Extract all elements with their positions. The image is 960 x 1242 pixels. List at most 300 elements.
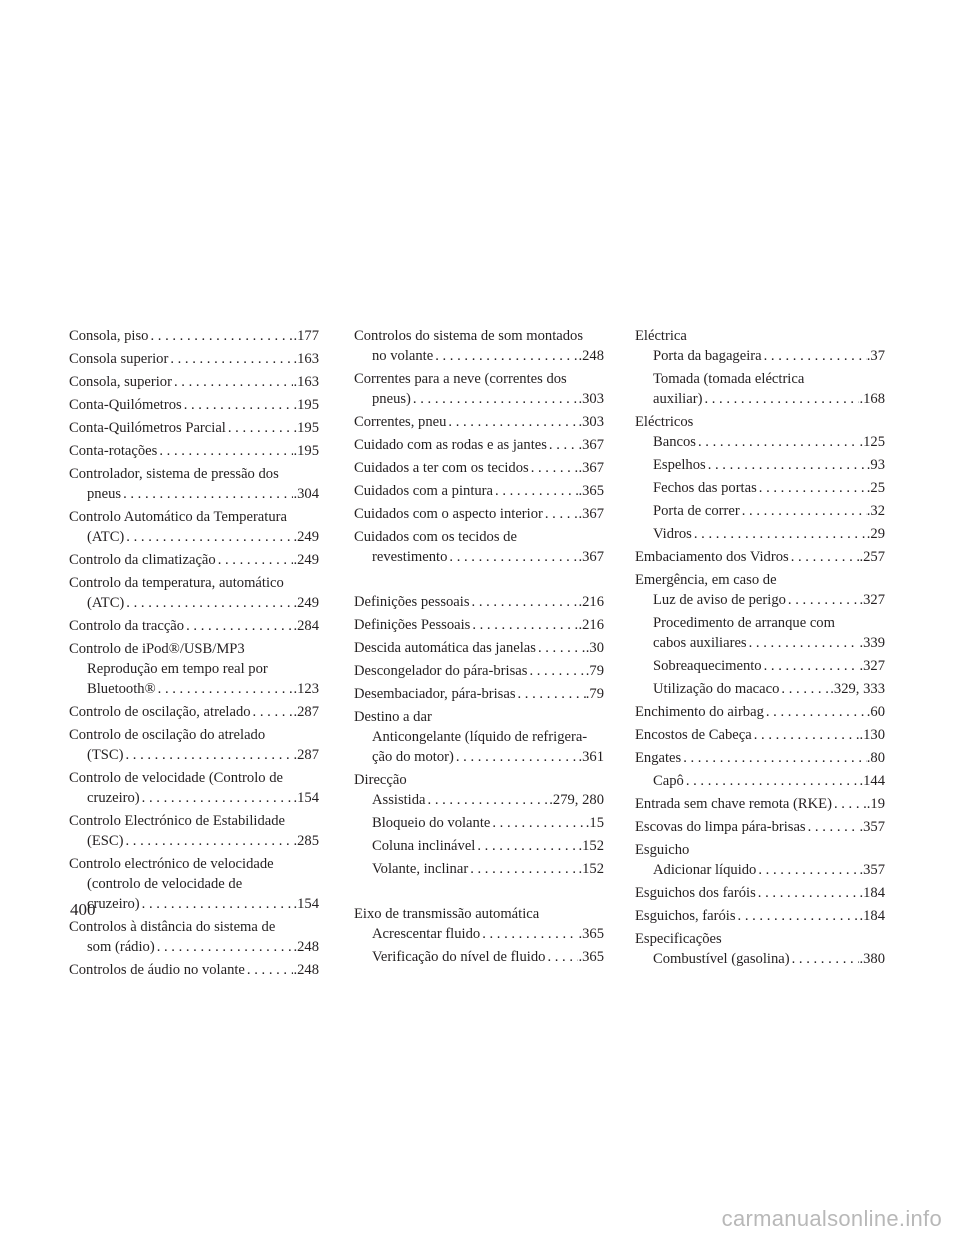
entry-subheading: [69, 659, 319, 679]
leader-dots: [216, 550, 294, 570]
entry-heading: [69, 464, 319, 484]
page-reference: .367: [578, 437, 604, 453]
entry-line: [69, 418, 319, 438]
entry-line: [635, 702, 885, 722]
leader-dots: [168, 349, 293, 369]
page-reference: .248: [578, 348, 604, 364]
page-reference: .367: [578, 506, 604, 522]
leader-dots: [762, 346, 867, 366]
entry-line: [69, 550, 319, 570]
entry-line: [354, 458, 604, 478]
index-entry: [354, 770, 604, 810]
entry-line: [69, 326, 319, 346]
index-entry: [69, 616, 319, 636]
index-entry: [354, 947, 604, 967]
entry-text: Controlo da temperatura, automático: [69, 575, 284, 591]
leader-dots: [157, 441, 293, 461]
entry-text: Direcção: [354, 772, 407, 788]
page-reference: .123: [293, 681, 319, 697]
page-number: 400: [70, 900, 96, 919]
page-reference: .25: [866, 480, 885, 496]
index-entry: [69, 550, 319, 570]
entry-text: Enchimento do airbag: [635, 704, 764, 720]
entry-line: [635, 771, 885, 791]
index-entry: [354, 661, 604, 681]
entry-line: [635, 949, 885, 969]
index-entry: [69, 372, 319, 392]
page-reference: .168: [859, 391, 885, 407]
entry-text: Porta de correr: [653, 503, 740, 519]
entry-line: [69, 527, 319, 547]
page-reference: .29: [866, 526, 885, 542]
page-reference: .248: [293, 962, 319, 978]
entry-heading: [354, 904, 604, 924]
index-entry: [69, 507, 319, 547]
entry-heading: [635, 570, 885, 590]
leader-dots: [447, 547, 578, 567]
entry-text: Controlos do sistema de som montados: [354, 328, 584, 344]
page-reference: .279, 280: [549, 792, 604, 808]
leader-dots: [454, 747, 579, 767]
entry-line: [69, 593, 319, 613]
leader-dots: [140, 788, 294, 808]
entry-text: Coluna inclinável: [372, 838, 476, 854]
index-entry: [354, 592, 604, 612]
entry-line: [69, 616, 319, 636]
index-entry: [635, 883, 885, 903]
leader-dots: [764, 702, 867, 722]
entry-text: Destino a dar: [354, 709, 432, 725]
index-entry: [354, 707, 604, 767]
index-entry: [635, 656, 885, 676]
entry-text: Bancos: [653, 434, 696, 450]
leader-dots: [516, 684, 586, 704]
index-entry: [69, 326, 319, 346]
leader-dots: [121, 484, 293, 504]
page-reference: .195: [293, 443, 319, 459]
leader-dots: [757, 478, 867, 498]
page-reference: .93: [866, 457, 885, 473]
page-reference: .365: [578, 926, 604, 942]
entry-line: [354, 924, 604, 944]
leader-dots: [446, 412, 578, 432]
entry-line: [635, 725, 885, 745]
entry-line: [635, 547, 885, 567]
page-reference: .284: [293, 618, 319, 634]
entry-text: Emergência, em caso de: [635, 572, 777, 588]
index-entry: [635, 794, 885, 814]
leader-dots: [545, 947, 578, 967]
leader-dots: [468, 859, 578, 879]
entry-text: som (rádio): [87, 939, 155, 955]
entry-text: Bluetooth®: [87, 681, 156, 697]
entry-text: Luz de aviso de perigo: [653, 592, 786, 608]
leader-dots: [123, 745, 293, 765]
entry-text: Definições pessoais: [354, 594, 470, 610]
entry-line: [635, 524, 885, 544]
entry-text: Vidros: [653, 526, 692, 542]
leader-dots: [182, 395, 294, 415]
entry-line: [354, 481, 604, 501]
entry-text: (ATC): [87, 595, 125, 611]
index-entry: [635, 547, 885, 567]
entry-line: [354, 836, 604, 856]
leader-dots: [493, 481, 578, 501]
entry-line: [354, 813, 604, 833]
page-reference: .80: [866, 750, 885, 766]
index-entry: [354, 859, 604, 879]
index-entry: [635, 478, 885, 498]
entry-line: [69, 831, 319, 851]
entry-line: [635, 906, 885, 926]
index-column-2: [354, 326, 604, 970]
entry-text: (controlo de velocidade de: [87, 876, 243, 892]
entry-text: Cuidados a ter com os tecidos: [354, 460, 529, 476]
entry-line: [354, 684, 604, 704]
page-reference: .184: [859, 908, 885, 924]
index-entry: [635, 748, 885, 768]
index-entry: [635, 570, 885, 610]
entry-line: [354, 790, 604, 810]
entry-text: Definições Pessoais: [354, 617, 471, 633]
index-entry: [354, 369, 604, 409]
page-reference: .144: [859, 773, 885, 789]
page-reference: .152: [578, 838, 604, 854]
index-entry: [69, 349, 319, 369]
leader-dots: [786, 590, 860, 610]
index-entry: [354, 904, 604, 944]
entry-line: [69, 484, 319, 504]
index-entry: [69, 395, 319, 415]
entry-text: Bloqueio do volante: [372, 815, 491, 831]
page-reference: .177: [293, 328, 319, 344]
entry-text: Cuidados com a pintura: [354, 483, 494, 499]
page-reference: .365: [578, 483, 604, 499]
entry-text: (TSC): [87, 747, 124, 763]
page-reference: .79: [585, 663, 604, 679]
page-reference: .30: [585, 640, 604, 656]
entry-line: [69, 937, 319, 957]
index-entry: [635, 326, 885, 366]
index-entry: [69, 854, 319, 914]
leader-dots: [692, 524, 867, 544]
page-reference: .303: [578, 414, 604, 430]
entry-line: [635, 656, 885, 676]
index-entry: [635, 369, 885, 409]
entry-text: Conta-Quilómetros: [69, 397, 182, 413]
entry-text: pneus: [87, 486, 122, 502]
entry-text: Adicionar líquido: [653, 862, 757, 878]
entry-line: [69, 372, 319, 392]
entry-text: cruzeiro): [87, 896, 140, 912]
page-reference: .216: [578, 594, 604, 610]
index-entry: [69, 464, 319, 504]
entry-line: [635, 478, 885, 498]
entry-heading: [69, 573, 319, 593]
entry-text: Especificações: [635, 931, 722, 947]
leader-dots: [527, 661, 585, 681]
entry-heading: [354, 369, 604, 389]
entry-text: Controlo electrónico de velocidade: [69, 856, 274, 872]
index-entry: [69, 702, 319, 722]
index-entry: [354, 527, 604, 567]
page-reference: .285: [293, 833, 319, 849]
entry-text: Controlo Electrónico de Estabilidade: [69, 813, 286, 829]
entry-text: Controlador, sistema de pressão dos: [69, 466, 279, 482]
leader-dots: [536, 638, 586, 658]
entry-text: Cuidados com o aspecto interior: [354, 506, 543, 522]
leader-dots: [140, 894, 294, 914]
entry-text: Controlo da tracção: [69, 618, 185, 634]
page-reference: .304: [293, 486, 319, 502]
leader-dots: [806, 817, 860, 837]
entry-text: Controlo de iPod®/USB/MP3: [69, 641, 245, 657]
page-reference: .216: [578, 617, 604, 633]
entry-subheading: [69, 874, 319, 894]
leader-dots: [779, 679, 830, 699]
leader-dots: [756, 860, 859, 880]
page-reference: .154: [293, 790, 319, 806]
entry-heading: [354, 770, 604, 790]
entry-line: [69, 441, 319, 461]
index-entry: [354, 458, 604, 478]
index-entry: [69, 573, 319, 613]
entry-text: (ESC): [87, 833, 124, 849]
index-entry: [354, 813, 604, 833]
entry-text: Escovas do limpa pára-brisas: [635, 819, 806, 835]
entry-line: [69, 395, 319, 415]
leader-dots: [245, 960, 294, 980]
leader-dots: [747, 633, 860, 653]
index-entry: [354, 836, 604, 856]
leader-dots: [529, 458, 579, 478]
index-entry: [69, 811, 319, 851]
section-gap: [354, 570, 604, 592]
entry-line: [354, 346, 604, 366]
leader-dots: [547, 435, 579, 455]
leader-dots: [470, 592, 579, 612]
entry-text: Capô: [653, 773, 684, 789]
leader-dots: [148, 326, 293, 346]
index-entry: [354, 615, 604, 635]
page-reference: .380: [859, 951, 885, 967]
entry-text: Correntes, pneu: [354, 414, 447, 430]
index-entry: [354, 684, 604, 704]
leader-dots: [543, 504, 579, 524]
leader-dots: [832, 794, 867, 814]
entry-text: Reprodução em tempo real por: [87, 661, 268, 677]
entry-line: [635, 501, 885, 521]
entry-text: Desembaciador, pára-brisas: [354, 686, 516, 702]
page-reference: .303: [578, 391, 604, 407]
leader-dots: [740, 501, 867, 521]
entry-text: Fechos das portas: [653, 480, 757, 496]
leader-dots: [172, 372, 293, 392]
entry-text: Engates: [635, 750, 682, 766]
entry-text: Espelhos: [653, 457, 706, 473]
index-entry: [354, 504, 604, 524]
entry-text: Cuidados com os tecidos de: [354, 529, 517, 545]
leader-dots: [736, 906, 860, 926]
page-reference: .125: [859, 434, 885, 450]
entry-text: Esguichos dos faróis: [635, 885, 756, 901]
entry-text: Entrada sem chave remota (RKE): [635, 796, 832, 812]
page-reference: .19: [866, 796, 885, 812]
entry-text: revestimento: [372, 549, 448, 565]
entry-line: [354, 504, 604, 524]
page-reference: .154: [293, 896, 319, 912]
leader-dots: [156, 679, 294, 699]
page-reference: .329, 333: [830, 681, 885, 697]
entry-line: [354, 947, 604, 967]
entry-text: Controlos à distância do sistema de: [69, 919, 276, 935]
page-reference: .365: [578, 949, 604, 965]
page-reference: .130: [859, 727, 885, 743]
index-entry: [635, 524, 885, 544]
entry-heading: [69, 725, 319, 745]
entry-subheading: [635, 369, 885, 389]
entry-line: [69, 679, 319, 699]
entry-line: [635, 860, 885, 880]
entry-text: no volante: [372, 348, 434, 364]
index-entry: [354, 435, 604, 455]
leader-dots: [789, 547, 860, 567]
leader-dots: [226, 418, 294, 438]
page-reference: .287: [293, 747, 319, 763]
leader-dots: [480, 924, 578, 944]
watermark: carmanualsonline.info: [721, 1206, 942, 1231]
entry-line: [354, 638, 604, 658]
leader-dots: [752, 725, 860, 745]
page-reference: .327: [859, 592, 885, 608]
entry-line: [635, 817, 885, 837]
entry-text: Conta-rotações: [69, 443, 158, 459]
entry-heading: [69, 768, 319, 788]
entry-line: [635, 455, 885, 475]
index-entry: [635, 679, 885, 699]
index-entry: [354, 481, 604, 501]
entry-heading: [69, 811, 319, 831]
entry-line: [69, 788, 319, 808]
entry-line: [354, 747, 604, 767]
entry-line: [354, 661, 604, 681]
index-entry: [635, 412, 885, 452]
page-reference: .327: [859, 658, 885, 674]
entry-line: [354, 592, 604, 612]
page-reference: .357: [859, 819, 885, 835]
page-reference: .15: [585, 815, 604, 831]
entry-text: Eixo de transmissão automática: [354, 906, 540, 922]
entry-heading: [354, 326, 604, 346]
entry-text: Controlo de oscilação, atrelado: [69, 704, 251, 720]
entry-heading: [354, 707, 604, 727]
page-reference: .367: [578, 460, 604, 476]
index-entry: [69, 725, 319, 765]
index-column-3: [635, 326, 885, 972]
entry-text: ção do motor): [372, 749, 454, 765]
entry-line: [69, 745, 319, 765]
leader-dots: [684, 771, 860, 791]
entry-text: Acrescentar fluido: [372, 926, 481, 942]
index-entry: [635, 455, 885, 475]
leader-dots: [426, 790, 550, 810]
entry-line: [354, 615, 604, 635]
entry-heading: [69, 917, 319, 937]
page-reference: .37: [866, 348, 885, 364]
page-reference: .79: [585, 686, 604, 702]
entry-heading: [69, 507, 319, 527]
page-reference: .152: [578, 861, 604, 877]
entry-text: Controlo de velocidade (Controlo de: [69, 770, 283, 786]
entry-line: [354, 412, 604, 432]
entry-text: Eléctrica: [635, 328, 687, 344]
entry-text: Embaciamento dos Vidros: [635, 549, 789, 565]
entry-text: Combustível (gasolina): [653, 951, 790, 967]
entry-text: Anticongelante (líquido de refrigera-: [372, 729, 588, 745]
leader-dots: [756, 883, 860, 903]
entry-text: Utilização do macaco: [653, 681, 780, 697]
entry-line: [69, 894, 319, 914]
page-reference: .361: [578, 749, 604, 765]
entry-line: [635, 389, 885, 409]
page-reference: .163: [293, 374, 319, 390]
page-reference: .367: [578, 549, 604, 565]
entry-line: [354, 859, 604, 879]
entry-text: Esguichos, faróis: [635, 908, 736, 924]
entry-line: [635, 432, 885, 452]
index-entry: [354, 412, 604, 432]
entry-heading: [635, 840, 885, 860]
index-entry: [635, 817, 885, 837]
entry-text: Encostos de Cabeça: [635, 727, 752, 743]
entry-line: [354, 547, 604, 567]
entry-text: Conta-Quilómetros Parcial: [69, 420, 226, 436]
page-reference: .339: [859, 635, 885, 651]
page-reference: .249: [293, 552, 319, 568]
page-reference: .357: [859, 862, 885, 878]
index-entry: [69, 917, 319, 957]
index-entry: [635, 771, 885, 791]
entry-heading: [69, 854, 319, 874]
entry-line: [69, 349, 319, 369]
leader-dots: [124, 527, 293, 547]
entry-line: [69, 702, 319, 722]
page-reference: .195: [293, 397, 319, 413]
section-gap: [354, 882, 604, 904]
entry-text: Cuidado com as rodas e as jantes: [354, 437, 547, 453]
leader-dots: [123, 831, 293, 851]
leader-dots: [762, 656, 860, 676]
leader-dots: [251, 702, 294, 722]
entry-text: Controlos de áudio no volante: [69, 962, 245, 978]
index-entry: [354, 326, 604, 366]
leader-dots: [470, 615, 578, 635]
entry-line: [635, 748, 885, 768]
entry-text: pneus): [372, 391, 411, 407]
entry-text: Descida automática das janelas: [354, 640, 536, 656]
entry-line: [354, 389, 604, 409]
page-reference: .195: [293, 420, 319, 436]
entry-text: Porta da bagageira: [653, 348, 762, 364]
entry-heading: [635, 929, 885, 949]
leader-dots: [411, 389, 579, 409]
leader-dots: [184, 616, 293, 636]
page-reference: .257: [859, 549, 885, 565]
page-reference: .249: [293, 595, 319, 611]
entry-line: [69, 960, 319, 980]
entry-text: Verificação do nível de fluido: [372, 949, 546, 965]
entry-text: Consola superior: [69, 351, 169, 367]
